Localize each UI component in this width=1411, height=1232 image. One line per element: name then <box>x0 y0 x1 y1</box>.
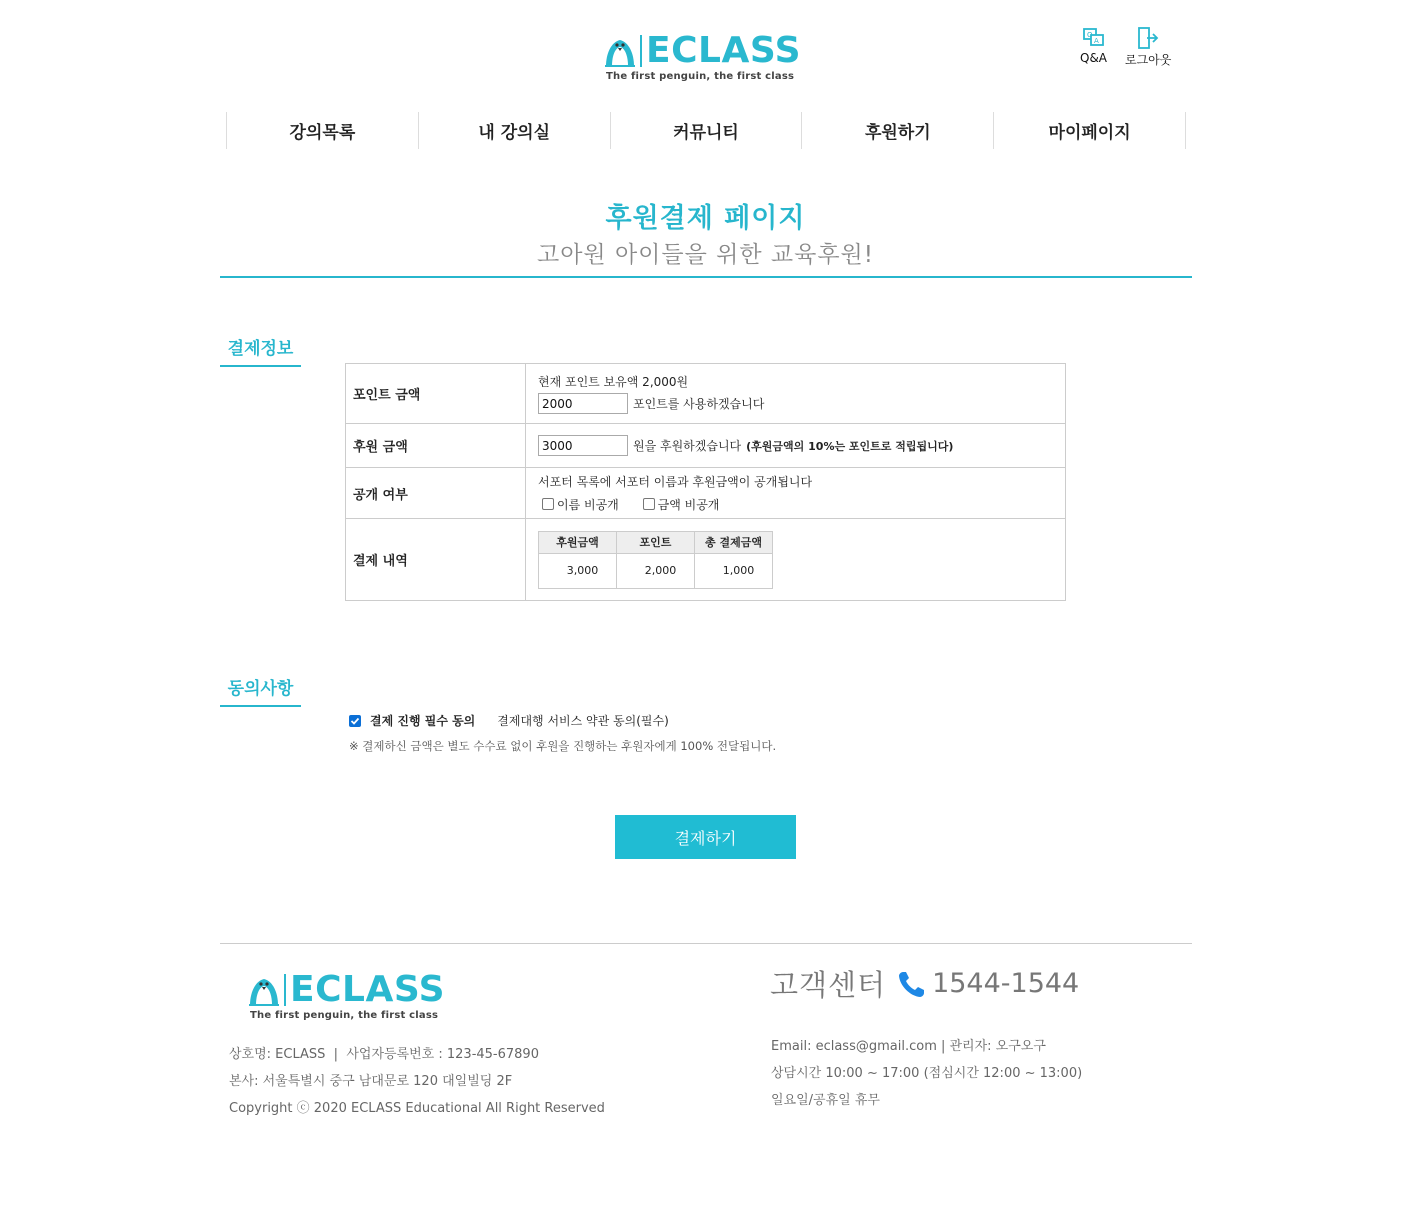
visibility-desc: 서포터 목록에 서포터 이름과 후원금액이 공개됩니다 <box>538 474 813 489</box>
footer-divider <box>220 943 1192 944</box>
points-row <box>346 364 1066 424</box>
footer-logo-tagline: The first penguin, the first class <box>250 1010 439 1021</box>
summary-value-donation: 3,000 <box>539 553 617 588</box>
logo-tagline: The first penguin, the first class <box>606 71 795 82</box>
donation-suffix: 원을 후원하겠습니다 <box>633 439 742 453</box>
phone-icon <box>896 968 928 1000</box>
footer-penguin-icon <box>246 973 282 1007</box>
payment-form-table <box>345 363 1066 601</box>
penguin-logo-icon <box>602 34 638 68</box>
agree-checkbox[interactable] <box>349 715 361 727</box>
summary-header-donation: 후원금액 <box>539 531 617 553</box>
terms-text: 결제대행 서비스 약관 동의(필수) <box>497 714 669 728</box>
points-label: 포인트 금액 <box>346 364 526 424</box>
logo-text: ECLASS <box>646 30 802 71</box>
hide-name-box[interactable] <box>542 498 554 510</box>
footer-email: Email: eclass@gmail.com | 관리자: 오구오구 <box>771 1039 1046 1054</box>
summary-label: 결제 내역 <box>346 519 526 601</box>
payment-summary-table <box>538 531 773 589</box>
nav-item-mypage[interactable]: 마이페이지 <box>994 112 1186 149</box>
footer-closed: 일요일/공휴일 휴무 <box>771 1093 880 1108</box>
footer-company: 상호명: ECLASS | 사업자등록번호 : 123-45-67890 <box>229 1047 539 1062</box>
main-nav <box>226 112 1186 149</box>
donation-label: 후원 금액 <box>346 424 526 468</box>
hide-amount-box[interactable] <box>643 498 655 510</box>
summary-value-total: 1,000 <box>695 553 773 588</box>
cs-title: 고객센터 <box>770 968 887 1002</box>
donation-note: (후원금액의 10%는 포인트로 적립됩니다) <box>746 439 954 453</box>
points-input[interactable] <box>538 393 628 414</box>
logout-link[interactable] <box>1125 27 1171 68</box>
customer-center <box>770 963 1079 1004</box>
visibility-label: 공개 여부 <box>346 468 526 519</box>
svg-text:Q: Q <box>1086 31 1093 39</box>
points-current: 현재 포인트 보유액 2,000원 <box>538 375 689 389</box>
donation-input[interactable] <box>538 435 628 456</box>
agreement-section-title: 동의사항 <box>220 674 301 707</box>
hide-amount-label: 금액 비공개 <box>657 497 720 512</box>
qna-link[interactable] <box>1080 27 1107 65</box>
logo-divider <box>640 35 642 67</box>
footer-company-info <box>229 1041 605 1122</box>
footer-logo-divider <box>284 974 286 1006</box>
logout-icon <box>1136 27 1160 49</box>
svg-text:A: A <box>1093 37 1099 45</box>
nav-item-courses[interactable]: 강의목록 <box>227 112 419 149</box>
footer-logo-text: ECLASS <box>290 969 446 1010</box>
agreement-block <box>349 712 776 754</box>
title-divider <box>220 276 1192 278</box>
checkmark-icon <box>350 716 360 726</box>
page-subtitle: 고아원 아이들을 위한 교육후원! <box>537 242 874 268</box>
nav-item-community[interactable]: 커뮤니티 <box>611 112 803 149</box>
footer-copyright: Copyright ⓒ 2020 ECLASS Educational All Right Reserved <box>229 1101 605 1116</box>
qna-label: Q&A <box>1080 51 1108 65</box>
visibility-row <box>346 468 1066 519</box>
logout-label: 로그아웃 <box>1125 53 1172 67</box>
cs-phone: 1544-1544 <box>932 968 1080 999</box>
hide-amount-checkbox[interactable] <box>643 496 720 513</box>
summary-row <box>346 519 1066 601</box>
footer-address: 본사: 서울특별시 중구 남대문로 120 대일빌딩 2F <box>229 1074 513 1089</box>
agreement-note: ※ 결제하신 금액은 별도 수수료 없이 후원을 진행하는 후원자에게 100% 전달됩니다. <box>349 739 777 753</box>
agree-label[interactable]: 결제 진행 필수 동의 <box>370 714 476 728</box>
summary-header-total: 총 결제금액 <box>695 531 773 553</box>
pay-button[interactable]: 결제하기 <box>615 815 796 859</box>
hide-name-checkbox[interactable] <box>542 496 619 513</box>
donation-row <box>346 424 1066 468</box>
footer-logo <box>246 969 446 1021</box>
footer-contact-info <box>771 1033 1082 1114</box>
nav-item-my-classroom[interactable]: 내 강의실 <box>419 112 611 149</box>
footer-hours: 상담시간 10:00 ~ 17:00 (점심시간 12:00 ~ 13:00) <box>771 1066 1083 1081</box>
header-logo[interactable] <box>602 30 802 82</box>
hide-name-label: 이름 비공개 <box>557 497 619 512</box>
points-suffix: 포인트를 사용하겠습니다 <box>633 397 765 411</box>
nav-item-donate[interactable]: 후원하기 <box>802 112 994 149</box>
payment-section-title: 결제정보 <box>220 334 301 367</box>
page-title: 후원결제 페이지 <box>605 203 806 234</box>
summary-header-points: 포인트 <box>617 531 695 553</box>
qna-icon <box>1082 27 1106 49</box>
summary-value-points: 2,000 <box>617 553 695 588</box>
